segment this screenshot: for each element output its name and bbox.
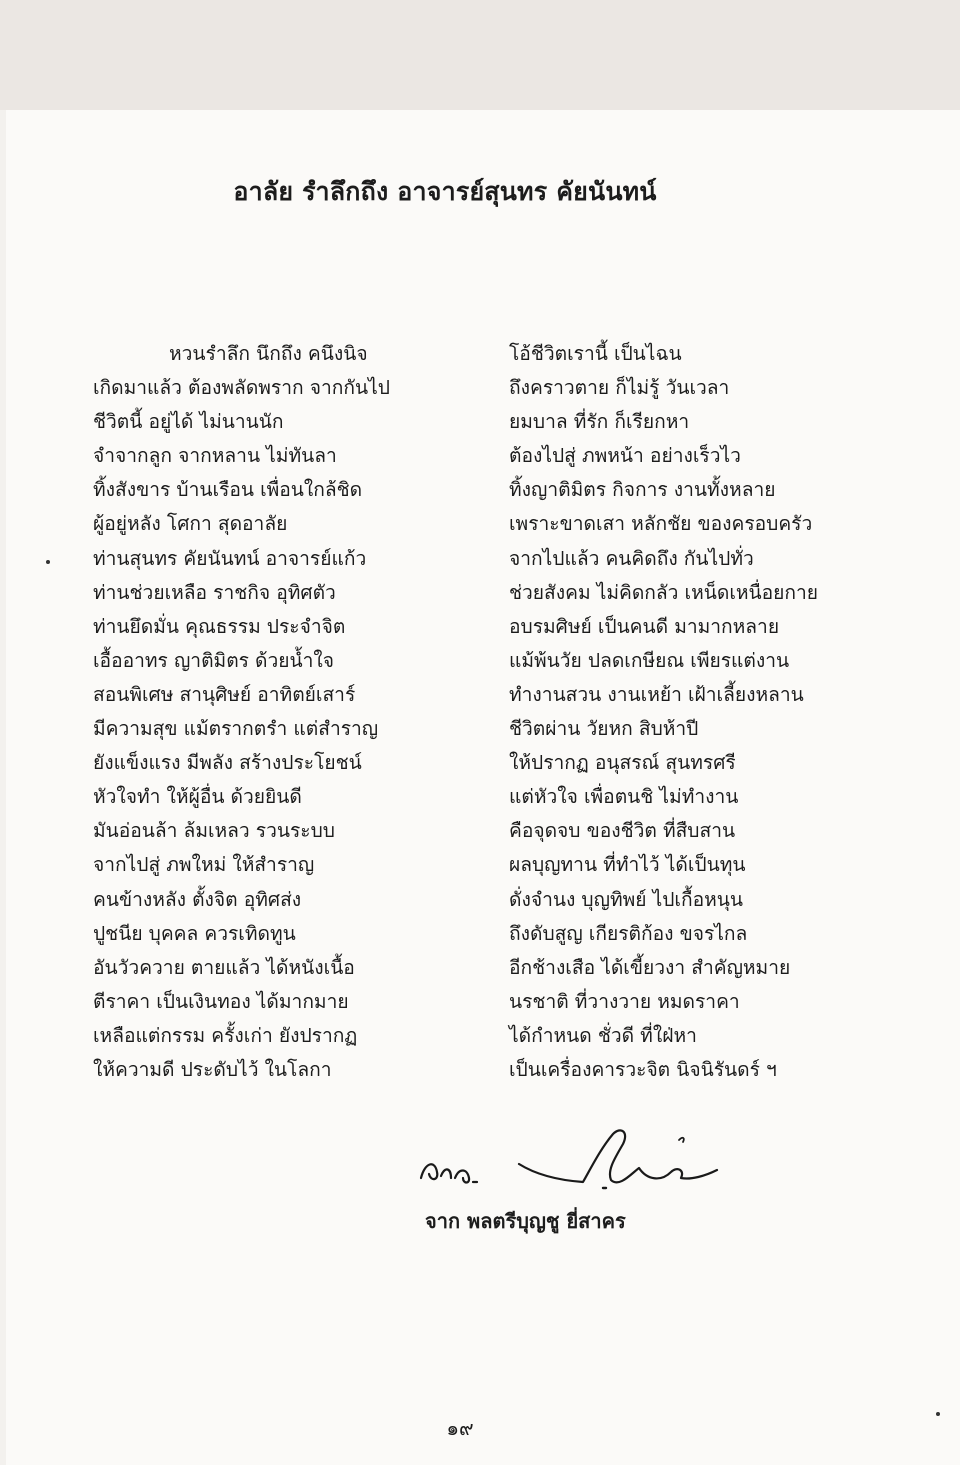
poem-line-left: เหลือแต่กรรม ครั้งเก่า ยังปรากฏ [93, 1023, 358, 1047]
poem-right-column [509, 337, 899, 1087]
poem-line-right: ผลบุญทาน ที่ทำไว้ ได้เป็นทุน [509, 853, 746, 877]
poem-line-left: ปูชนีย บุคคล ควรเทิดทูน [93, 921, 296, 945]
poem-line-right: แม้พ้นวัย ปลดเกษียณ เพียรแต่งาน [509, 648, 790, 672]
poem-line-right: ต้องไปสู่ ภพหน้า อย่างเร็วไว [509, 444, 741, 468]
poem-line-right: ชีวิตผ่าน วัยหก สิบห้าปี [509, 717, 699, 741]
poem-line-left: ทิ้งสังขาร บ้านเรือน เพื่อนใกล้ชิด [93, 478, 363, 502]
poem-line-left: อันวัวควาย ตายแล้ว ได้หนังเนื้อ [93, 955, 355, 979]
page-top-margin [0, 0, 960, 110]
poem-line-right: เป็นเครื่องคารวะจิต นิจนิรันดร์ ฯ [509, 1057, 777, 1081]
poem-line-right: จากไปแล้ว คนคิดถึง กันไปทั่ว [509, 546, 754, 570]
poem-line-left: ตีราคา เป็นเงินทอง ได้มากมาย [93, 989, 349, 1013]
poem-line-left: เอื้ออาทร ญาติมิตร ด้วยน้ำใจ [93, 648, 335, 672]
poem-line-left: ชีวิตนี้ อยู่ได้ ไม่นานนัก [93, 410, 284, 434]
poem-line-right: ให้ปรากฏ อนุสรณ์ สุนทรศรี [509, 751, 736, 775]
poem-line-left: มีความสุข แม้ตรากตรำ แต่สำราญ [93, 717, 379, 741]
poem-line-left: ให้ความดี ประดับไว้ ในโลกา [93, 1057, 332, 1081]
poem-line-left: มันอ่อนล้า ล้มเหลว รวนระบบ [93, 819, 335, 843]
poem-line-right: อีกช้างเสือ ได้เขี้ยวงา สำคัญหมาย [509, 955, 791, 979]
poem-title: อาลัย รำลึกถึง อาจารย์สุนทร คัยนันทน์ [233, 177, 657, 206]
poem-line-right: ดั่งจำนง บุญทิพย์ ไปเกื้อหนุน [509, 887, 744, 911]
poem-left-column [93, 337, 473, 1087]
poem-line-left: ยังแข็งแรง มีพลัง สร้างประโยชน์ [93, 751, 362, 775]
poem-line-right: ทิ้งญาติมิตร กิจการ งานทั้งหลาย [509, 478, 776, 502]
signer-name: จาก พลตรีบุญชู ยี่สาคร [425, 1209, 626, 1233]
poem-line-right: ได้กำหนด ชั่วดี ที่ใฝ่หา [509, 1023, 697, 1047]
speck [936, 1412, 940, 1416]
poem-line-left: หัวใจทำ ให้ผู้อื่น ด้วยยินดี [93, 785, 302, 809]
poem-line-left: เกิดมาแล้ว ต้องพลัดพราก จากกันไป [93, 376, 390, 400]
poem-line-right: นรชาติ ที่วางวาย หมดราคา [509, 989, 740, 1013]
handwritten-signature [415, 1118, 720, 1196]
poem-line-right: ถึงคราวตาย ก็ไม่รู้ วันเวลา [509, 376, 730, 400]
poem-line-left: ท่านสุนทร คัยนันทน์ อาจารย์แก้ว [93, 546, 367, 570]
poem-line-left: สอนพิเศษ สานุศิษย์ อาทิตย์เสาร์ [93, 682, 356, 706]
poem-line-right: อบรมศิษย์ เป็นคนดี มามากหลาย [509, 614, 780, 638]
speck [46, 560, 50, 564]
poem-line-right: ทำงานสวน งานเหย้า เฝ้าเลี้ยงหลาน [509, 682, 804, 706]
poem-line-left: จำจากลูก จากหลาน ไม่ทันลา [93, 444, 337, 468]
poem-line-right: คือจุดจบ ของชีวิต ที่สืบสาน [509, 819, 736, 843]
poem-line-left: หวนรำลึก นึกถึง คนึงนิจ [169, 342, 368, 365]
poem-line-left: จากไปสู่ ภพใหม่ ให้สำราญ [93, 853, 315, 877]
poem-line-right: โอ้ชีวิตเรานี้ เป็นไฉน [509, 342, 682, 365]
page-number: ๑๙ [446, 1416, 474, 1440]
poem-line-left: คนข้างหลัง ตั้งจิต อุทิศส่ง [93, 887, 302, 911]
poem-line-right: ถึงดับสูญ เกียรติก้อง ขจรไกล [509, 921, 748, 945]
poem-line-left: ท่านช่วยเหลือ ราชกิจ อุทิศตัว [93, 580, 336, 604]
poem-line-right: ช่วยสังคม ไม่คิดกลัว เหน็ดเหนื่อยกาย [509, 580, 819, 604]
poem-line-left: ท่านยึดมั่น คุณธรรม ประจำจิต [93, 614, 346, 638]
poem-line-right: ยมบาล ที่รัก ก็เรียกหา [509, 410, 690, 434]
poem-line-right: แต่หัวใจ เพื่อตนชิ ไม่ทำงาน [509, 785, 739, 809]
poem-line-left: ผู้อยู่หลัง โศกา สุดอาลัย [93, 512, 288, 536]
poem-line-right: เพราะขาดเสา หลักชัย ของครอบครัว [509, 512, 813, 536]
